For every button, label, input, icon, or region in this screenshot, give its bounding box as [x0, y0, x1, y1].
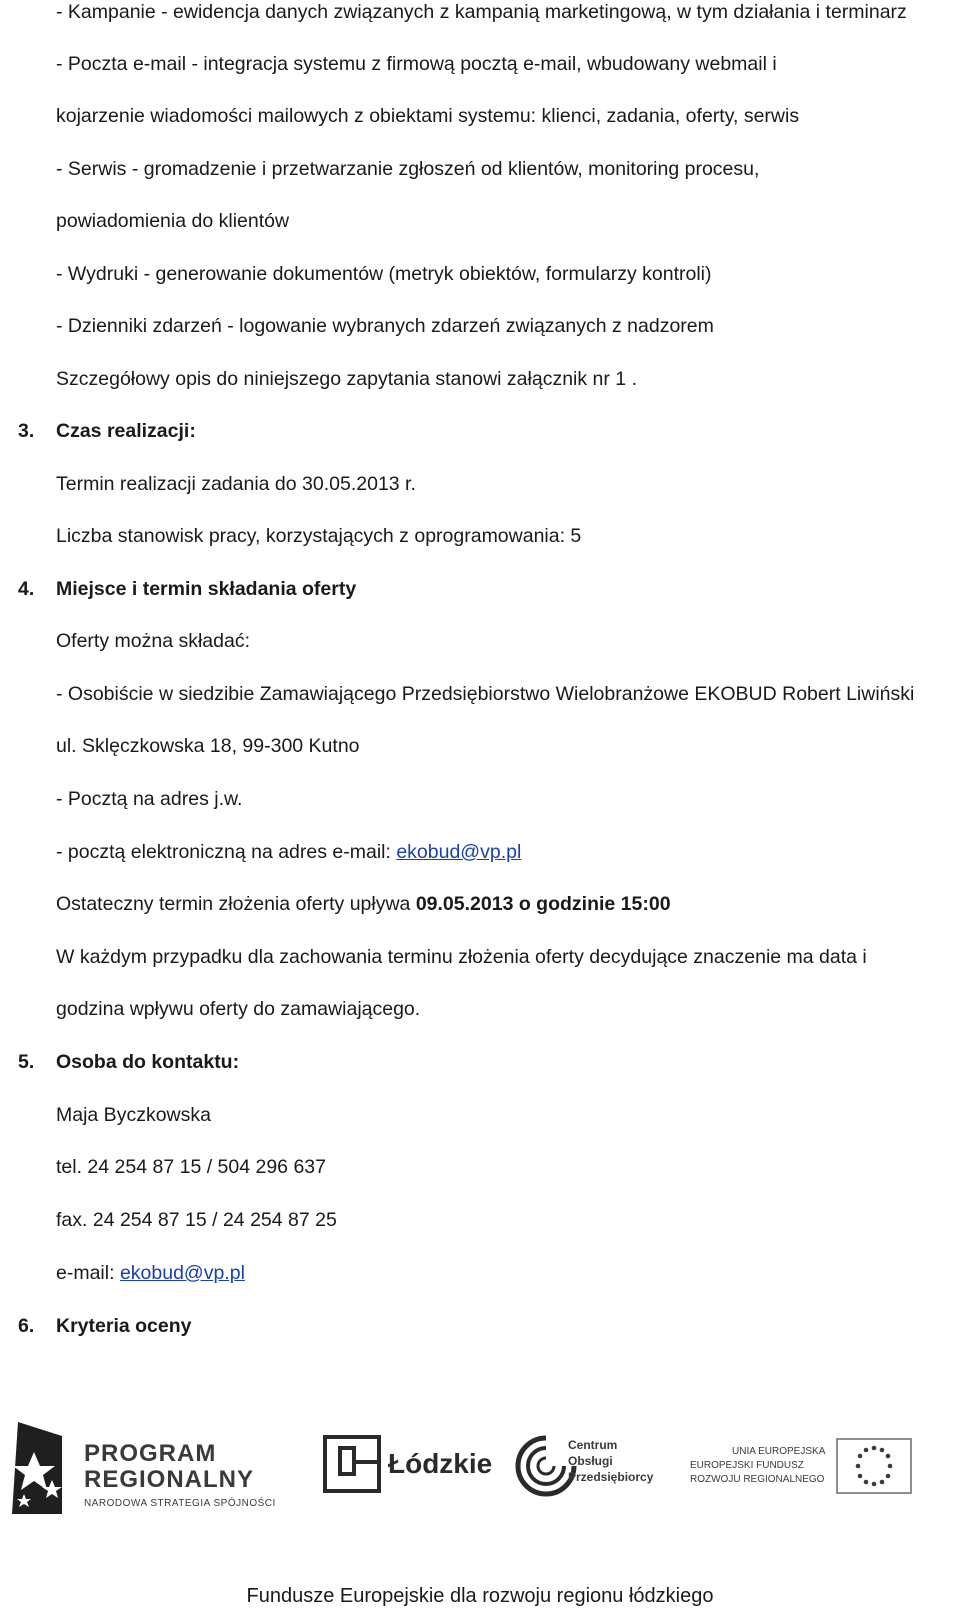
program-regionalny-emblem-icon [4, 1418, 84, 1518]
contact-email-link[interactable]: ekobud@vp.pl [119, 1262, 245, 1284]
section-6-number: 6. [18, 1315, 35, 1337]
deadline-note: W każdym przypadku dla zachowania terminu złożenia oferty decydujące znaczenie ma data i [56, 946, 867, 968]
attachment-note: Szczegółowy opis do niniejszego zapytania stanowi załącznik nr 1 . [56, 368, 637, 390]
contact-email [56, 1261, 245, 1285]
offer-email-label: - pocztą elektroniczną na adres e-mail: [56, 841, 397, 863]
deadline-line: Termin realizacji zadania do 30.05.2013 r. [56, 473, 416, 495]
eu-line2: EUROPEJSKI FUNDUSZ [690, 1460, 804, 1471]
centrum-line1: Centrum [568, 1438, 618, 1452]
offer-by-email [56, 840, 521, 864]
list-item-kampanie: - Kampanie - ewidencja danych związanych z kampanią marketingową, w tym działania i terminarz [56, 1, 907, 23]
final-deadline [56, 892, 671, 916]
final-deadline-date: 09.05.2013 o godzinie 15:00 [415, 893, 671, 915]
offers-intro: Oferty można składać: [56, 630, 250, 652]
program-line2: REGIONALNY [84, 1466, 255, 1493]
workstations-line: Liczba stanowisk pracy, korzystających z oprogramowania: 5 [56, 525, 582, 547]
offer-in-person: - Osobiście w siedzibie Zamawiającego Przedsiębiorstwo Wielobranżowe EKOBUD Robert Liwiński [56, 683, 915, 705]
contact-phone: tel. 24 254 87 15 / 504 296 637 [56, 1156, 326, 1178]
eu-logo [688, 1438, 912, 1496]
list-item-poczta-cont: kojarzenie wiadomości mailowych z obiektami systemu: klienci, zadania, oferty, serwis [56, 105, 800, 127]
centrum-line3: Przedsiębiorcy [568, 1470, 654, 1484]
offer-email-link[interactable]: ekobud@vp.pl [396, 841, 522, 863]
section-6-title: Kryteria oceny [56, 1315, 192, 1337]
offer-by-post: - Pocztą na adres j.w. [56, 788, 243, 810]
program-line1: PROGRAM [84, 1440, 217, 1467]
section-4-number: 4. [18, 578, 35, 600]
section-5-number: 5. [18, 1051, 35, 1073]
contact-name: Maja Byczkowska [56, 1104, 211, 1126]
final-deadline-label: Ostateczny termin złożenia oferty upływa [56, 893, 416, 915]
program-regionalny-logo [4, 1418, 294, 1518]
address-line: ul. Sklęczkowska 18, 99-300 Kutno [56, 735, 360, 757]
contact-fax: fax. 24 254 87 15 / 24 254 87 25 [56, 1209, 337, 1231]
footer-funding-note: Fundusze Europejskie dla rozwoju regionu łódzkiego [246, 1585, 714, 1607]
lodzkie-logo [322, 1434, 493, 1500]
lodzkie-emblem-icon [322, 1434, 382, 1496]
program-line3: NARODOWA STRATEGIA SPÓJNOŚCI [84, 1498, 276, 1509]
eu-line1: UNIA EUROPEJSKA [732, 1446, 826, 1457]
list-item-serwis-cont: powiadomienia do klientów [56, 210, 290, 232]
eu-line3: ROZWOJU REGIONALNEGO [690, 1474, 825, 1485]
section-4-title: Miejsce i termin składania oferty [56, 578, 357, 600]
list-item-serwis: - Serwis - gromadzenie i przetwarzanie zgłoszeń od klientów, monitoring procesu, [56, 158, 760, 180]
centrum-line2: Obsługi [568, 1454, 613, 1468]
contact-email-label: e-mail: [56, 1262, 120, 1284]
section-3-number: 3. [18, 420, 35, 442]
eu-flag-icon [836, 1438, 912, 1494]
section-3-title: Czas realizacji: [56, 420, 196, 442]
deadline-note-cont: godzina wpływu oferty do zamawiającego. [56, 998, 421, 1020]
list-item-wydruki: - Wydruki - generowanie dokumentów (metryk obiektów, formularzy kontroli) [56, 263, 712, 285]
list-item-poczta: - Poczta e-mail - integracja systemu z firmową pocztą e-mail, wbudowany webmail i [56, 53, 777, 75]
section-5-title: Osoba do kontaktu: [56, 1051, 240, 1073]
lodzkie-text: Łódzkie [388, 1448, 493, 1479]
centrum-logo [514, 1434, 654, 1500]
list-item-dzienniki: - Dzienniki zdarzeń - logowanie wybranych zdarzeń związanych z nadzorem [56, 315, 714, 337]
